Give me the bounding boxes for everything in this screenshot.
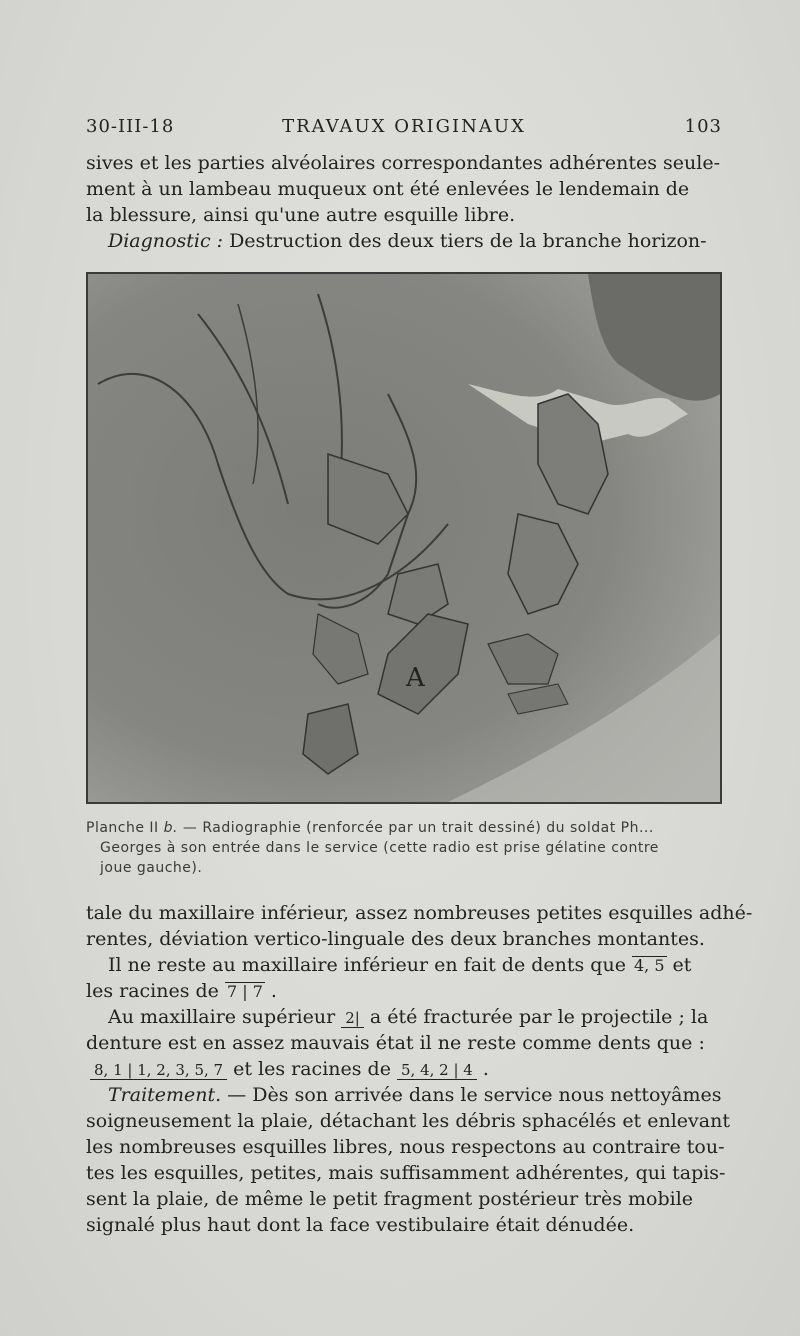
- text-line: ment à un lambeau muqueux ont été enlevées le lendemain de: [86, 178, 690, 200]
- text-line: tes les esquilles, petites, mais suffisamment adhérentes, qui tapis-: [86, 1162, 726, 1184]
- text-line: [86, 228, 716, 254]
- radiograph-image: [88, 274, 720, 802]
- text-line: sent la plaie, de même le petit fragment postérieur très mobile: [86, 1188, 694, 1210]
- caption-text: — Radiographie (renforcée par un trait dessiné) du soldat Ph...: [177, 820, 654, 836]
- text-line: sives et les parties alvéolaires correspondantes adhérentes seule-: [86, 152, 721, 174]
- text-segment: et: [666, 954, 692, 976]
- text-line: tale du maxillaire inférieur, assez nombreuses petites esquilles adhé-: [86, 902, 753, 924]
- radiograph-figure: [86, 272, 722, 804]
- diagnostic-label: Diagnostic :: [108, 230, 224, 252]
- figure-caption: [86, 818, 722, 878]
- text-line: soigneusement la plaie, détachant les débris sphacélés et enlevant: [86, 1110, 730, 1132]
- treatment-label: Traitement.: [108, 1084, 222, 1106]
- dental-formula: 8, 1 | 1, 2, 3, 5, 7: [90, 1061, 227, 1080]
- dental-formula: 2|: [341, 1009, 364, 1028]
- text-line: la blessure, ainsi qu'une autre esquille libre.: [86, 204, 516, 226]
- caption-plate-letter: b.: [163, 820, 178, 836]
- header-date: 30-III-18: [86, 116, 175, 137]
- diagnostic-text: Destruction des deux tiers de la branche horizon-: [223, 230, 707, 252]
- text-segment: .: [476, 1058, 489, 1080]
- dental-formula: 5, 4, 2 | 4: [397, 1061, 477, 1080]
- text-segment: les racines de: [86, 980, 225, 1002]
- text-line: signalé plus haut dont la face vestibulaire était dénudée.: [86, 1214, 635, 1236]
- text-line: denture est en assez mauvais état il ne reste comme dents que :: [86, 1032, 705, 1054]
- text-segment: a été fracturée par le projectile ; la: [363, 1006, 709, 1028]
- header-title: TRAVAUX ORIGINAUX: [282, 116, 526, 137]
- text-segment: Au maxillaire supérieur: [108, 1006, 342, 1028]
- caption-line: Georges à son entrée dans le service (cette radio est prise gélatine contre: [100, 840, 659, 856]
- page-number: 103: [684, 116, 722, 137]
- fragment-label: A: [406, 663, 425, 693]
- text-line: rentes, déviation vertico-linguale des deux branches montantes.: [86, 928, 705, 950]
- caption-plate: Planche II: [86, 820, 164, 836]
- text-segment: et les racines de: [227, 1058, 397, 1080]
- text-line: les nombreuses esquilles libres, nous respectons au contraire tou-: [86, 1136, 725, 1158]
- dental-formula: 7 | 7: [226, 982, 263, 1001]
- text-segment: Il ne reste au maxillaire inférieur en fait de dents que: [108, 954, 632, 976]
- main-paragraph: [86, 900, 753, 1238]
- dental-formula: 4, 5: [633, 956, 665, 975]
- caption-line: joue gauche).: [100, 860, 203, 876]
- top-paragraph: [86, 150, 721, 254]
- text-segment: — Dès son arrivée dans le service nous nettoyâmes: [221, 1084, 722, 1106]
- text-segment: .: [264, 980, 277, 1002]
